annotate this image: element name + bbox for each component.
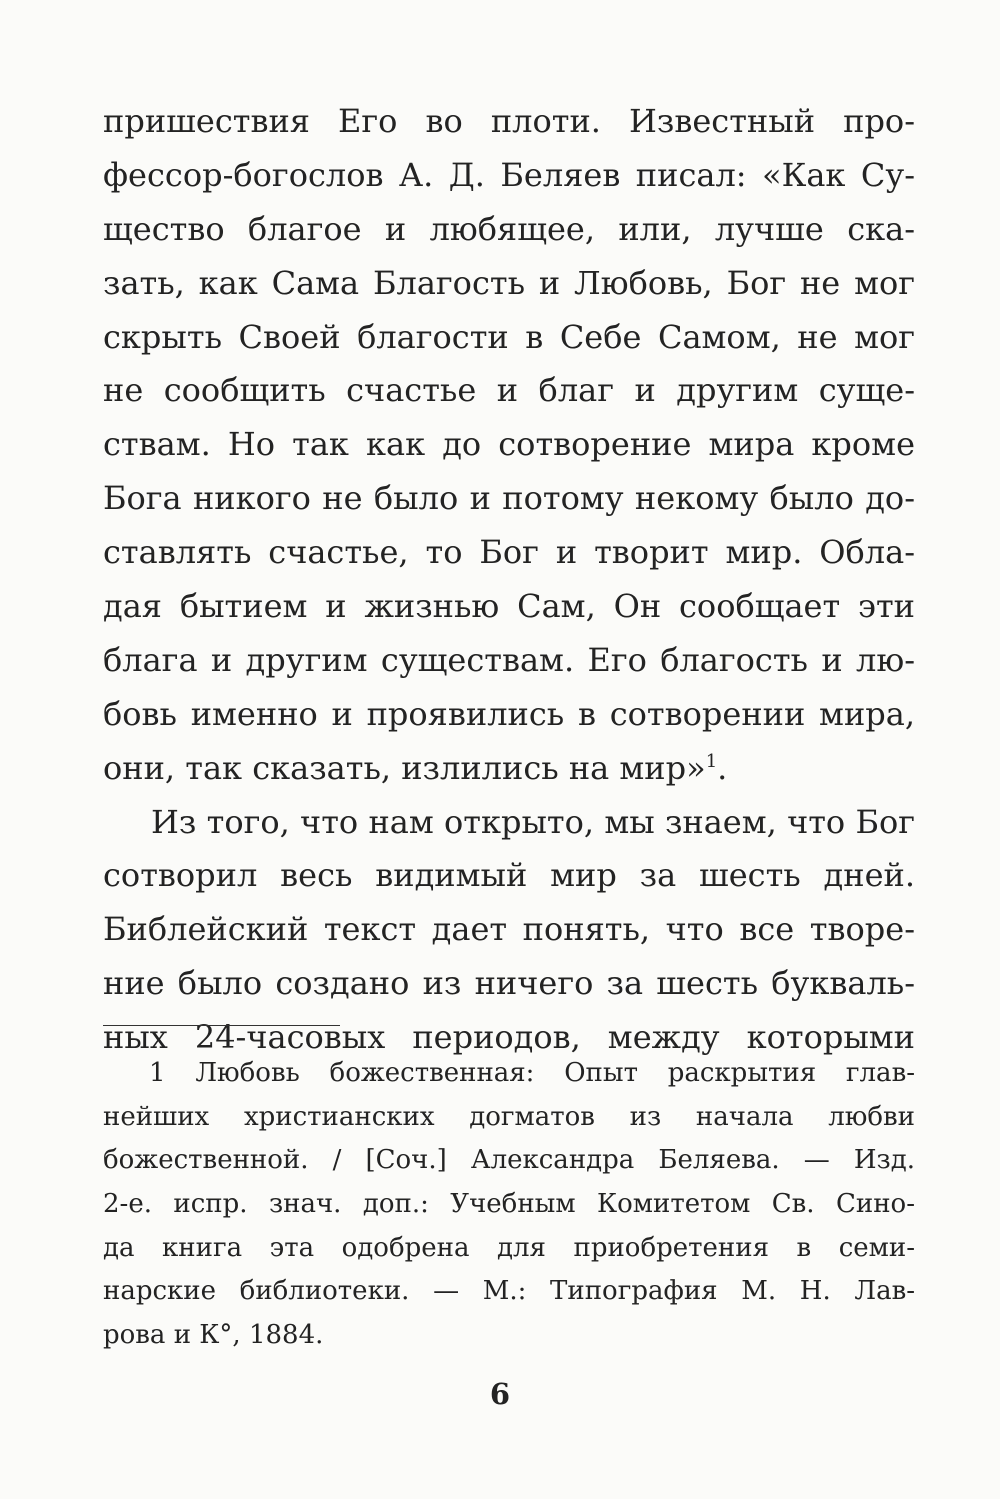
- footnote-line: да книга эта одобрена для приобретения в семи-: [103, 1232, 915, 1263]
- text-line: дая бытием и жизнью Сам, Он сообщает эти: [103, 587, 915, 626]
- footnote-line: нарские библиотеки. — М.: Типография М. Н. Лав-: [103, 1276, 915, 1307]
- text-line: ствам. Но так как до сотворение мира кроме: [103, 425, 915, 464]
- text-line: щество благое и любящее, или, лучше ска-: [103, 209, 915, 248]
- page-number: 6: [489, 1377, 511, 1411]
- text-line-paragraph-end: [103, 742, 915, 796]
- footnote-line: 1 Любовь божественная: Опыт раскрытия глав-: [149, 1058, 915, 1088]
- text-line-paragraph-start: Из того, что нам открыто, мы знаем, что Бог: [151, 802, 915, 841]
- main-text: [103, 95, 915, 1065]
- text-line: бовь именно и проявились в сотворении мира,: [103, 694, 915, 733]
- text-line: пришествия Его во плоти. Известный про-: [103, 102, 915, 140]
- text-line: Бога никого не было и потому некому было до-: [103, 479, 915, 518]
- text-line: скрыть Своей благости в Себе Самом, не мог: [103, 317, 915, 356]
- text-line: сотворил весь видимый мир за шесть дней.: [103, 856, 915, 895]
- text-line: блага и другим существам. Его благость и лю-: [103, 640, 915, 679]
- text-line: фессор-богослов А. Д. Беляев писал: «Как Су-: [103, 155, 915, 194]
- text-line: зать, как Сама Благость и Любовь, Бог не мог: [103, 263, 915, 302]
- sentence-period: .: [717, 748, 728, 787]
- text-line: не сообщить счастье и благ и другим суще-: [103, 371, 915, 410]
- text-line: ных 24-часовых периодов, между которыми: [103, 1018, 915, 1057]
- footnote: [103, 1052, 915, 1358]
- footnote-line: рова и К°, 1884.: [103, 1320, 324, 1351]
- footnote-line: божественной. / [Соч.] Александра Беляева. — Изд.: [103, 1145, 915, 1176]
- footnote-reference[interactable]: 1: [705, 750, 718, 772]
- text-line: ние было создано из ничего за шесть букваль-: [103, 964, 915, 1003]
- footnote-separator: [103, 1025, 340, 1026]
- text-line-content: они, так сказать, излились на мир»: [103, 748, 706, 787]
- text-line: ставлять счастье, то Бог и творит мир. Обла-: [103, 533, 915, 572]
- footnote-line: нейших христианских догматов из начала любви: [103, 1101, 915, 1132]
- footnote-line: 2-е. испр. знач. доп.: Учебным Комитетом Св. Сино-: [103, 1189, 915, 1220]
- text-line: Библейский текст дает понять, что все творе-: [103, 910, 915, 949]
